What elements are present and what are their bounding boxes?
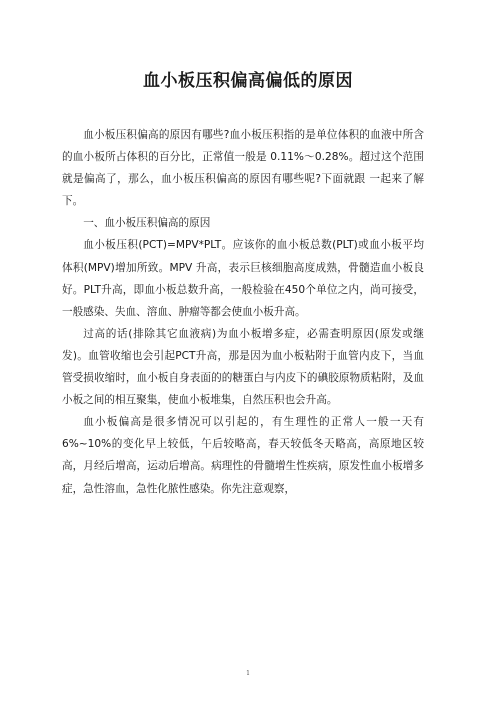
page-number: 1 [246, 670, 250, 677]
paragraph-thrombocytosis: 过高的话(排除其它血液病)为血小板增多症，必需查明原因(原发或继发)。血管收缩也会引起PCT升高，那是因为血小板粘附于血管内皮下，当血管受损收缩时，血小板自身表面的的糖蛋白与内皮下的碘胶原物质粘附，及血小板之间的相互聚集，使血小板堆集，自然压积也会升高。 [62, 327, 424, 407]
document-body [62, 124, 424, 500]
paragraph-intro: 血小板压积偏高的原因有哪些?血小板压积指的是单位体积的血液中所含的血小板所占体积的百分比，正常值一般是 0.11%～0.28%。超过这个范围就是偏高了，那么，血小板压积偏高的原因有哪些呢?下面就跟 一起来了解下。 [62, 129, 424, 208]
paragraph-pct-formula: 血小板压积(PCT)=MPV*PLT。应该你的血小板总数(PLT)或血小板平均体积(MPV)增加所致。MPV 升高，表示巨核细胞高度成熟，骨髓造血小板良好。PLT升高，即血小板总数升高，一般检验在450个单位之内，尚可接受，一般感染、失血、溶血、肿瘤等都会使血小板升高。 [62, 239, 424, 318]
document-title: 血小板压积偏高偏低的原因 [143, 71, 353, 91]
section-heading: 一、血小板压积偏高的原因 [83, 217, 211, 230]
paragraph-causes: 血小板偏高是很多情况可以引起的，有生理性的正常人一般一天有 6%~10%的变化早上较低，午后较略高，春天较低冬天略高，高原地区较高，月经后增高，运动后增高。病理性的骨髓增生性疾病，原发性血小板增多症，急性溶血，急性化脓性感染。你先注意观察， [62, 416, 424, 495]
